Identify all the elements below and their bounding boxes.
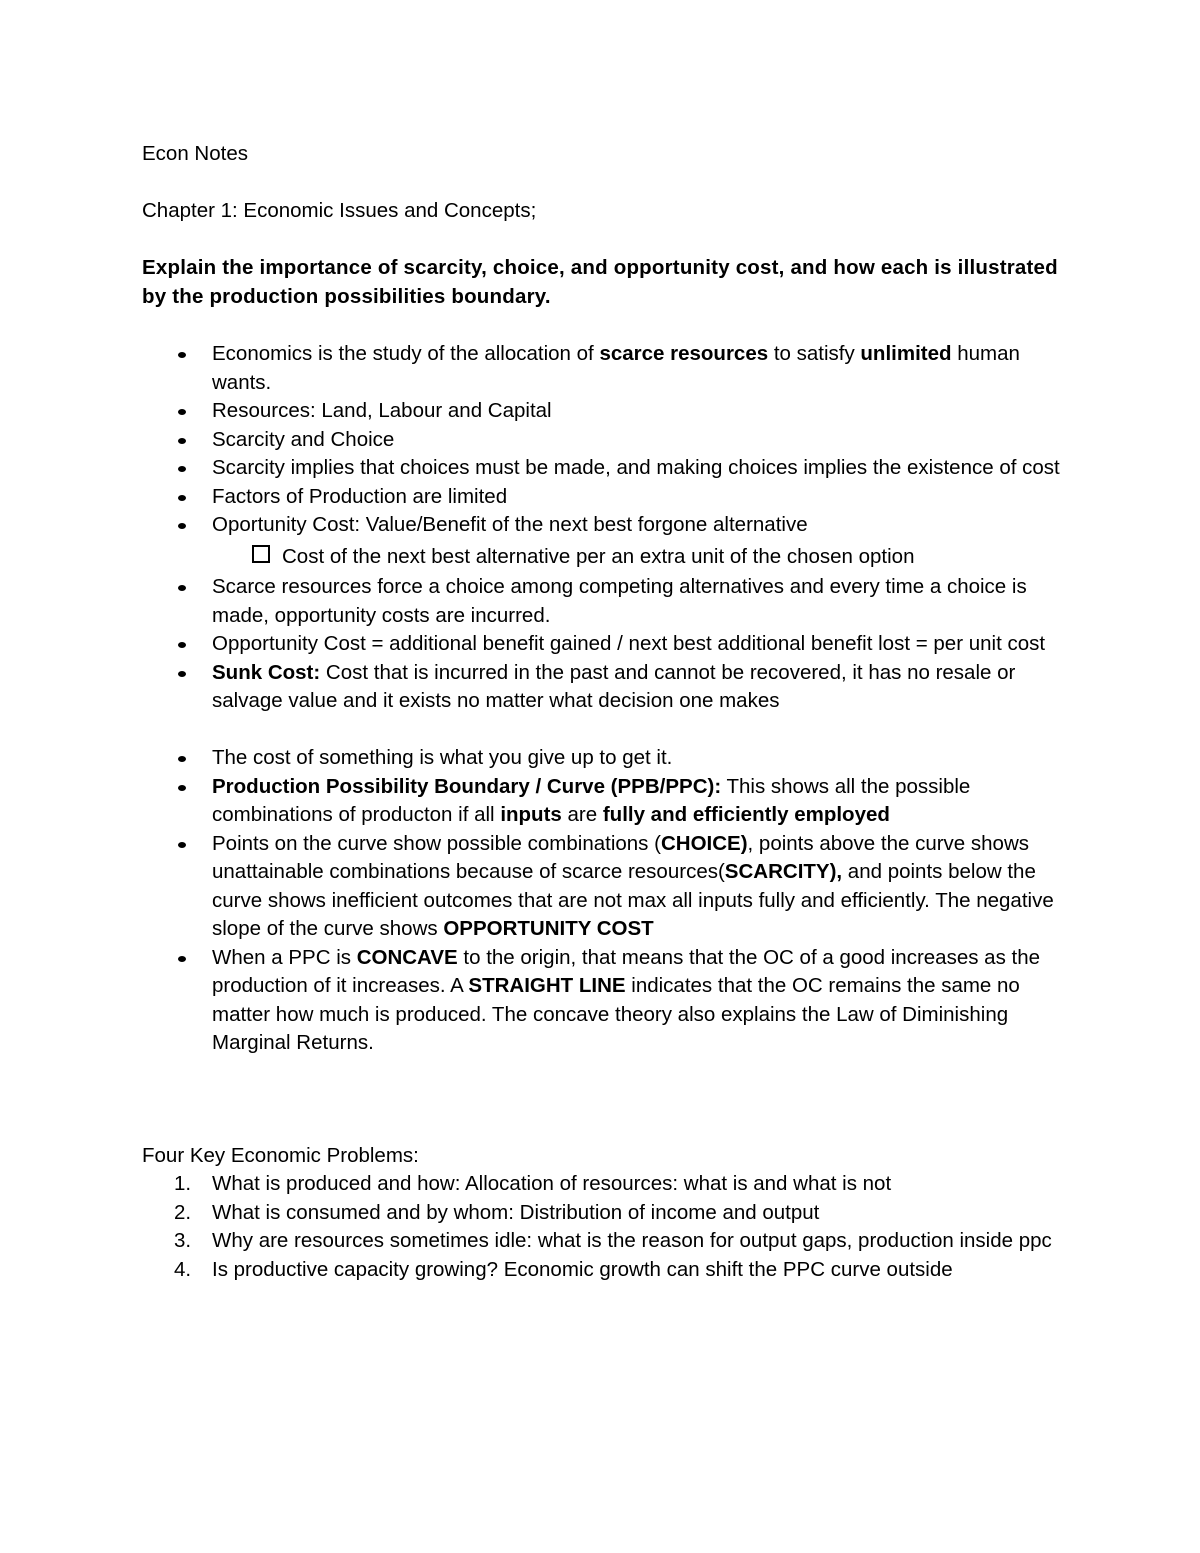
bullet-icon — [178, 409, 186, 415]
list-item: 3. Why are resources sometimes idle: what is the reason for output gaps, production inside ppc — [174, 1229, 1052, 1252]
list-item: Factors of Production are limited — [142, 483, 1072, 512]
list-item: 4. Is productive capacity growing? Economic growth can shift the PPC curve outside — [174, 1257, 953, 1281]
bullet-icon — [178, 671, 186, 677]
notes-bullet-list — [142, 340, 1072, 1058]
section-heading: Explain the importance of scarcity, choice, and opportunity cost, and how each is illustrated by the production possibilities boundary. — [142, 256, 1058, 308]
list-item-sub: Cost of the next best alternative per an extra unit of the chosen option — [142, 543, 1072, 572]
problems-list — [142, 1170, 1072, 1284]
list-item: Economics is the study of the allocation of scarce resources to satisfy unlimited human wants. — [142, 340, 1072, 397]
problems-title: Four Key Economic Problems: — [142, 1144, 419, 1167]
list-item: Scarcity and Choice — [142, 426, 1072, 455]
list-item: Opportunity Cost = additional benefit gained / next best additional benefit lost = per unit cost — [142, 630, 1072, 659]
bullet-icon — [178, 585, 186, 591]
list-item: Sunk Cost: Cost that is incurred in the past and cannot be recovered, it has no resale or salvage value and it exists no matter what decision one makes — [142, 659, 1072, 716]
bullet-icon — [178, 352, 186, 358]
bullet-icon — [178, 956, 186, 962]
list-item: When a PPC is CONCAVE to the origin, that means that the OC of a good increases as the production of it increases. A STRAIGHT LINE indicates that the OC remains the same no matter how much is produced. The concave theory also explains the Law of Diminishing Marginal Returns. — [142, 944, 1072, 1058]
bullet-icon — [178, 523, 186, 529]
bullet-icon — [178, 756, 186, 762]
list-item: Points on the curve show possible combinations (CHOICE), points above the curve shows unattainable combinations because of scarce resources(SCARCITY), and points below the curve shows inefficient outcomes that are not max all inputs fully and efficiently. The negative slope of the curve shows OPPORTUNITY COST — [142, 830, 1072, 944]
list-item: Resources: Land, Labour and Capital — [142, 397, 1072, 426]
list-item: 2. What is consumed and by whom: Distribution of income and output — [174, 1200, 820, 1224]
bullet-icon — [178, 438, 186, 444]
list-item: Scarcity implies that choices must be made, and making choices implies the existence of cost — [142, 454, 1072, 483]
bullet-icon — [178, 642, 186, 648]
checkbox-square-icon — [252, 545, 270, 563]
bullet-icon — [178, 495, 186, 501]
bullet-icon — [178, 842, 186, 848]
bullet-icon — [178, 785, 186, 791]
chapter-title: Chapter 1: Economic Issues and Concepts; — [142, 199, 537, 222]
list-item: Scarce resources force a choice among competing alternatives and every time a choice is made, opportunity costs are incurred. — [142, 573, 1072, 630]
bullet-icon — [178, 466, 186, 472]
list-item: 1. What is produced and how: Allocation of resources: what is and what is not — [174, 1172, 892, 1195]
list-item: Production Possibility Boundary / Curve (PPB/PPC): This shows all the possible combinations of producton if all inputs are fully and efficiently employed — [142, 773, 1072, 830]
list-item: The cost of something is what you give up to get it. — [142, 744, 1072, 773]
list-item: Oportunity Cost: Value/Benefit of the next best forgone alternative — [142, 511, 1072, 540]
doc-title: Econ Notes — [142, 142, 248, 165]
